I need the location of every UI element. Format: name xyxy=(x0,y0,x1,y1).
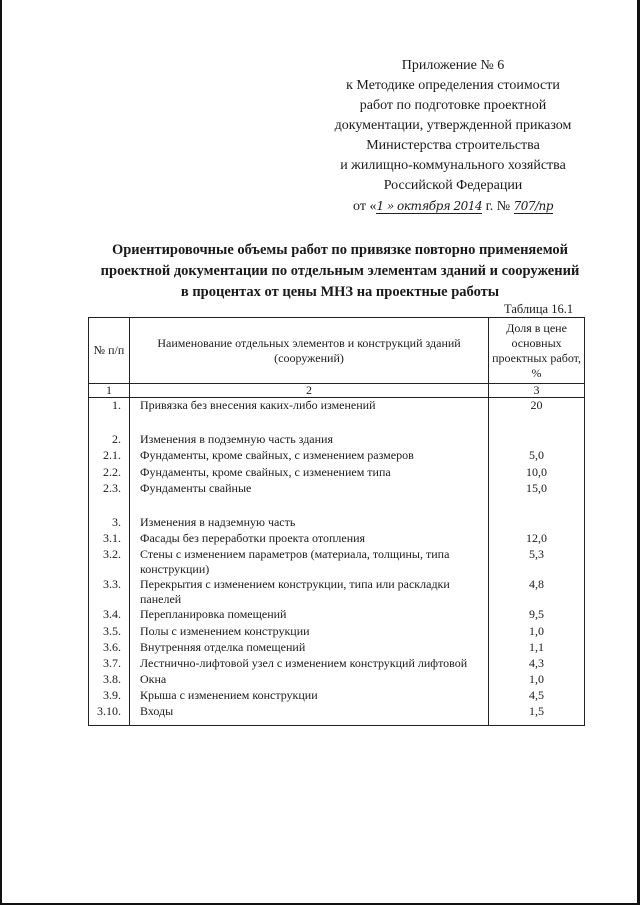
date-prefix: от « xyxy=(353,199,377,214)
item-number: 3.2. xyxy=(102,547,121,562)
item-name: Фундаменты, кроме свайных, с изменением размеров xyxy=(139,448,414,463)
item-number: 3. xyxy=(111,514,121,529)
item-number: 3.3. xyxy=(102,577,121,592)
appendix-line: и жилищно-коммунального хозяйства xyxy=(340,158,566,173)
item-value: 4,3 xyxy=(529,655,545,670)
item-name: Лестнично-лифтовой узел с изменением конструкций лифтовой xyxy=(139,655,468,670)
item-number: 2.3. xyxy=(102,480,121,495)
title-line: проектной документации по отдельным элементам зданий и сооружений xyxy=(100,263,580,279)
item-number: 2. xyxy=(111,432,121,447)
item-number: 3.10. xyxy=(96,704,121,719)
appendix-line: документации, утвержденной приказом xyxy=(334,118,572,133)
item-value: 1,1 xyxy=(529,639,545,654)
item-value: 9,5 xyxy=(529,607,545,622)
item-value: 4,8 xyxy=(529,577,545,592)
item-value: 10,0 xyxy=(526,464,548,479)
column-number: 1 xyxy=(89,384,130,398)
title-line: Ориентировочные объемы работ по привязке повторно применяемой xyxy=(111,242,569,258)
item-value: 1,0 xyxy=(529,672,545,687)
item-value: 1,0 xyxy=(529,623,545,638)
appendix-line: Российской Федерации xyxy=(383,178,523,193)
table-caption: Таблица 16.1 xyxy=(504,302,574,316)
item-name: Окна xyxy=(139,672,167,687)
item-name: Полы с изменением конструкции xyxy=(139,623,310,638)
item-name: Изменения в подземную часть здания xyxy=(139,432,333,447)
item-numbers-column xyxy=(89,398,130,726)
item-value xyxy=(489,432,584,448)
column-number-row xyxy=(89,384,585,398)
item-name: Фасады без переработки проекта отопления xyxy=(139,531,366,546)
item-number: 3.8. xyxy=(102,672,121,687)
item-number: 2.1. xyxy=(102,448,121,463)
item-name: Перекрытия с изменением конструкции, типа или раскладки панелей xyxy=(139,577,450,607)
item-value: 5,3 xyxy=(529,547,545,562)
document-title xyxy=(80,240,600,303)
item-value: 4,5 xyxy=(529,688,545,703)
item-value xyxy=(489,515,584,531)
appendix-header xyxy=(318,56,588,217)
item-name: Крыша с изменением конструкции xyxy=(139,688,318,703)
appendix-line: работ по подготовке проектной xyxy=(359,98,547,113)
appendix-line: Министерства строительства xyxy=(366,138,540,153)
item-name: Привязка без внесения каких-либо изменений xyxy=(139,398,376,412)
appendix-line: Приложение № 6 xyxy=(401,58,505,73)
order-date-line xyxy=(318,196,588,217)
item-value: 5,0 xyxy=(529,448,545,463)
item-values-column xyxy=(489,398,585,726)
appendix-line: к Методике определения стоимости xyxy=(346,78,560,93)
item-name: Перепланировка помещений xyxy=(139,607,287,622)
item-value: 12,0 xyxy=(526,531,548,546)
header-share: Доля в цене основных проектных работ, % xyxy=(489,318,585,384)
item-number: 2.2. xyxy=(102,464,121,479)
item-name: Входы xyxy=(139,704,174,719)
item-number: 3.1. xyxy=(102,531,121,546)
item-number: 3.5. xyxy=(102,623,121,638)
item-name: Изменения в надземную часть xyxy=(139,514,296,529)
header-num: № п/п xyxy=(89,318,130,384)
item-number: 3.7. xyxy=(102,655,121,670)
item-name: Фундаменты, кроме свайных, с изменением типа xyxy=(139,464,391,479)
handwritten-date: 1 » октября 2014 xyxy=(376,199,483,213)
page-edge-left xyxy=(0,0,2,905)
item-name: Стены с изменением параметров (материала, толщины, типа конструкции) xyxy=(139,547,450,577)
column-number: 2 xyxy=(129,384,488,398)
item-name: Внутренняя отделка помещений xyxy=(139,639,306,654)
item-value: 15,0 xyxy=(526,480,548,495)
item-number: 3.6. xyxy=(102,639,121,654)
item-name: Фундаменты свайные xyxy=(139,480,252,495)
item-number: 3.4. xyxy=(102,607,121,622)
handwritten-order-number: 707/пр xyxy=(513,199,553,213)
table-body-row xyxy=(89,398,585,726)
item-value: 20 xyxy=(530,398,543,412)
item-number: 3.9. xyxy=(102,688,121,703)
work-volume-table xyxy=(88,317,585,726)
item-names-column xyxy=(129,398,488,726)
item-value: 1,5 xyxy=(529,704,545,719)
table-header-row xyxy=(89,318,585,384)
title-line: в процентах от цены МНЗ на проектные работы xyxy=(180,284,500,300)
column-number: 3 xyxy=(489,384,585,398)
header-name: Наименование отдельных элементов и конструкций зданий (сооружений) xyxy=(129,318,488,384)
item-number: 1. xyxy=(111,398,121,412)
order-number-label: г. № xyxy=(485,199,511,214)
